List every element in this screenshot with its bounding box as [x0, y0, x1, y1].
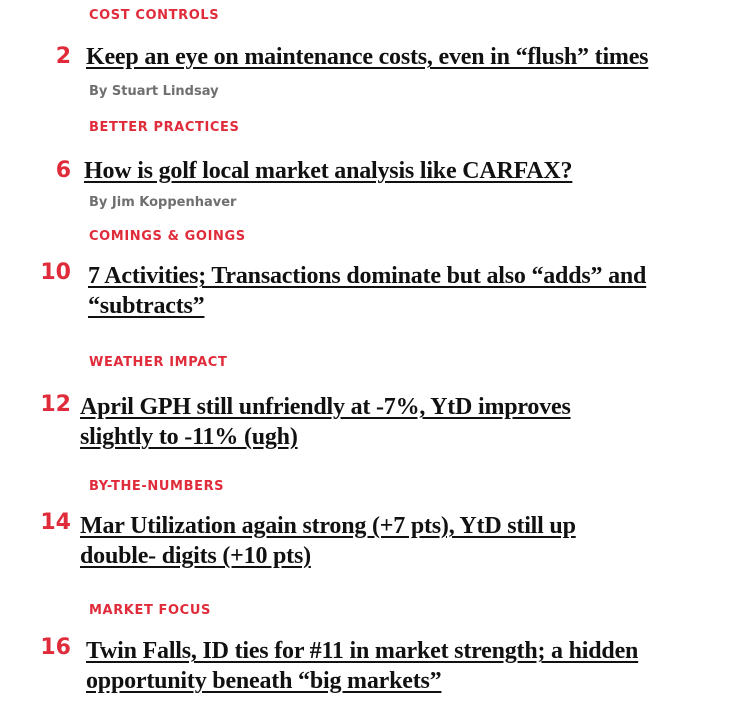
page-number: 2	[55, 44, 71, 69]
page-number: 16	[40, 635, 71, 660]
section-label-comings-goings: COMINGS & GOINGS	[89, 229, 246, 244]
section-label-cost-controls: COST CONTROLS	[89, 8, 220, 23]
page-number: 12	[40, 392, 71, 417]
page-number: 10	[40, 260, 71, 285]
headline-link[interactable]: April GPH still unfriendly at -7%, YtD improves slightly to -11% (ugh)	[80, 394, 571, 450]
headline-link[interactable]: Keep an eye on maintenance costs, even in “flush” times	[86, 44, 649, 70]
byline: By Stuart Lindsay	[89, 84, 219, 99]
section-label-weather-impact: WEATHER IMPACT	[89, 355, 228, 370]
headline-link[interactable]: How is golf local market analysis like CARFAX?	[84, 158, 573, 184]
headline-link[interactable]: 7 Activities; Transactions dominate but also “adds” and “subtracts”	[88, 263, 647, 319]
section-label-better-practices: BETTER PRACTICES	[89, 120, 240, 135]
page-number: 6	[55, 158, 71, 183]
headline-link[interactable]: Twin Falls, ID ties for #11 in market strength; a hidden opportunity beneath “big markets”	[86, 638, 639, 694]
page-number: 14	[40, 510, 71, 535]
section-label-market-focus: MARKET FOCUS	[89, 603, 211, 618]
section-label-by-the-numbers: BY-THE-NUMBERS	[89, 479, 225, 494]
headline-link[interactable]: Mar Utilization again strong (+7 pts), YtD still up double- digits (+10 pts)	[80, 513, 576, 569]
byline: By Jim Koppenhaver	[89, 195, 237, 210]
